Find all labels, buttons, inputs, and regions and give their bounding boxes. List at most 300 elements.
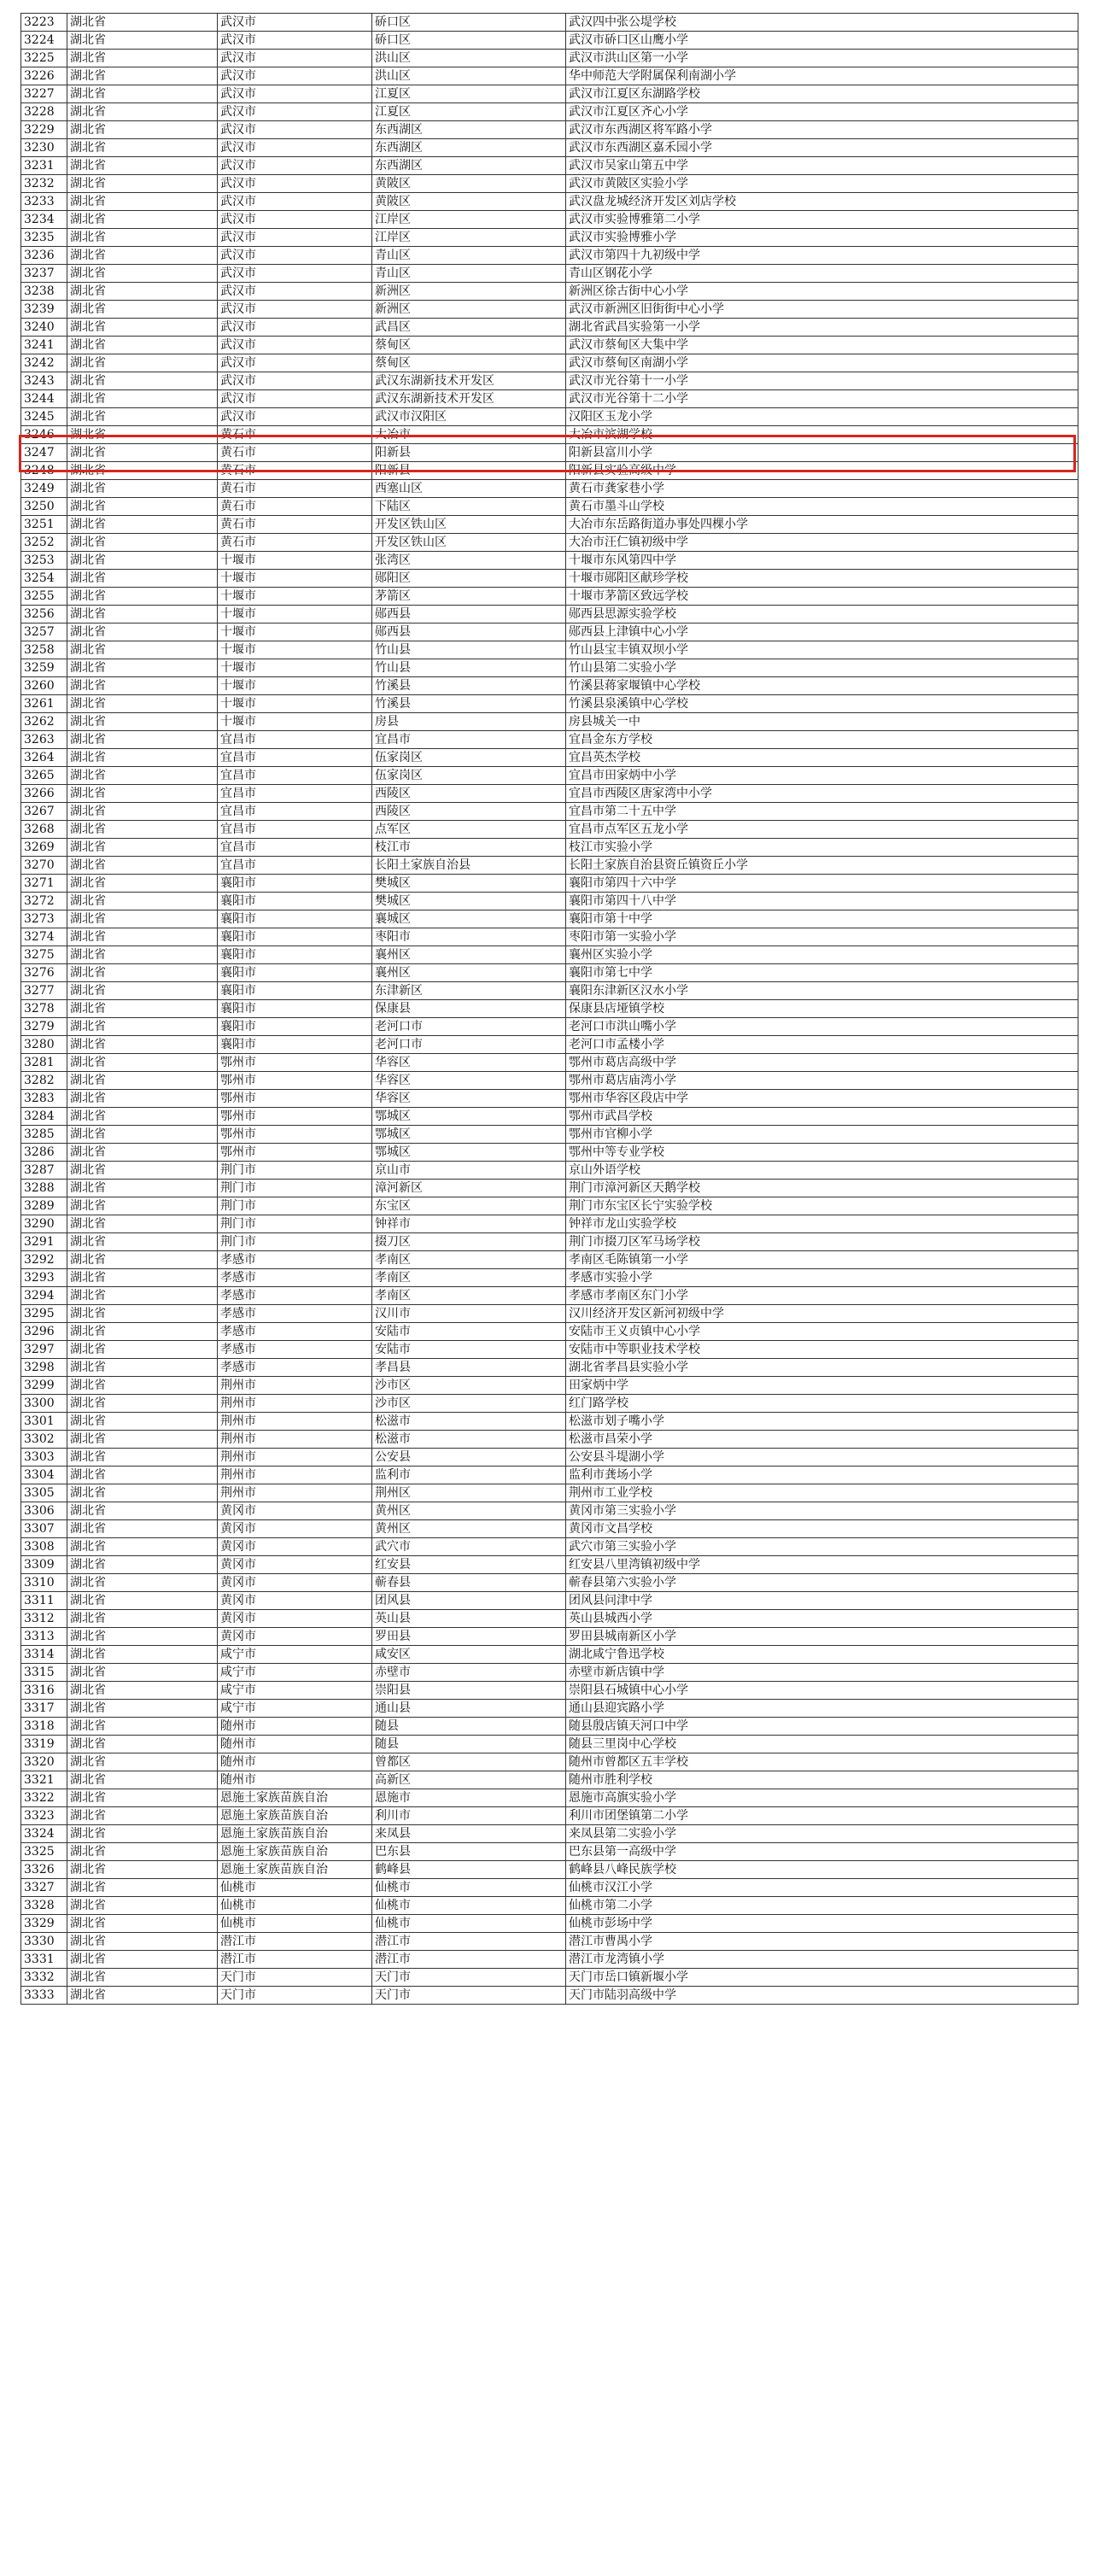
city-cell: 武汉市	[218, 211, 372, 229]
table-row	[21, 1951, 1078, 1969]
school-name-cell: 荆门市掇刀区军马场学校	[566, 1233, 1078, 1251]
district-cell: 东西湖区	[372, 157, 566, 175]
row-number-cell: 3248	[21, 462, 67, 480]
province-cell: 湖北省	[67, 1287, 218, 1305]
row-number-cell: 3330	[21, 1933, 67, 1951]
province-cell: 湖北省	[67, 1197, 218, 1215]
province-cell: 湖北省	[67, 1484, 218, 1502]
district-cell: 东津新区	[372, 982, 566, 1000]
district-cell: 鹤峰县	[372, 1861, 566, 1879]
table-row	[21, 1700, 1078, 1718]
city-cell: 孝感市	[218, 1359, 372, 1377]
school-name-cell: 公安县斗堤湖小学	[566, 1449, 1078, 1467]
city-cell: 武汉市	[218, 67, 372, 85]
province-cell: 湖北省	[67, 677, 218, 695]
school-name-cell: 华中师范大学附属保利南湖小学	[566, 67, 1078, 85]
city-cell: 宜昌市	[218, 785, 372, 803]
table-row	[21, 534, 1078, 552]
province-cell: 湖北省	[67, 337, 218, 354]
row-number-cell: 3274	[21, 928, 67, 946]
province-cell: 湖北省	[67, 624, 218, 641]
district-cell: 东宝区	[372, 1197, 566, 1215]
city-cell: 武汉市	[218, 319, 372, 337]
district-cell: 枝江市	[372, 839, 566, 857]
table-row	[21, 1467, 1078, 1484]
city-cell: 恩施土家族苗族自治	[218, 1843, 372, 1861]
district-cell: 樊城区	[372, 893, 566, 910]
district-cell: 竹溪县	[372, 677, 566, 695]
city-cell: 荆州市	[218, 1467, 372, 1484]
district-cell: 沙市区	[372, 1395, 566, 1413]
province-cell: 湖北省	[67, 1467, 218, 1484]
city-cell: 十堰市	[218, 713, 372, 731]
province-cell: 湖北省	[67, 659, 218, 677]
province-cell: 湖北省	[67, 211, 218, 229]
district-cell: 襄州区	[372, 964, 566, 982]
district-cell: 京山市	[372, 1162, 566, 1180]
row-number-cell: 3232	[21, 175, 67, 193]
district-cell: 孝昌县	[372, 1359, 566, 1377]
district-cell: 阳新县	[372, 444, 566, 462]
province-cell: 湖北省	[67, 1843, 218, 1861]
table-row	[21, 982, 1078, 1000]
table-row	[21, 1933, 1078, 1951]
district-cell: 武汉市汉阳区	[372, 408, 566, 426]
district-cell: 随县	[372, 1736, 566, 1753]
school-name-cell: 利川市团堡镇第二小学	[566, 1807, 1078, 1825]
table-row	[21, 157, 1078, 175]
school-name-cell: 竹溪县泉溪镇中心学校	[566, 695, 1078, 713]
city-cell: 黄石市	[218, 498, 372, 516]
school-name-cell: 老河口市孟楼小学	[566, 1036, 1078, 1054]
school-name-cell: 武汉市蔡甸区大集中学	[566, 337, 1078, 354]
province-cell: 湖北省	[67, 1341, 218, 1359]
row-number-cell: 3294	[21, 1287, 67, 1305]
school-name-cell: 蕲春县第六实验小学	[566, 1574, 1078, 1592]
row-number-cell: 3284	[21, 1108, 67, 1126]
school-name-cell: 襄阳市第四十八中学	[566, 893, 1078, 910]
school-name-cell: 阳新县实验高级中学	[566, 462, 1078, 480]
city-cell: 武汉市	[218, 193, 372, 211]
table-row	[21, 1520, 1078, 1538]
province-cell: 湖北省	[67, 1269, 218, 1287]
row-number-cell: 3287	[21, 1162, 67, 1180]
row-number-cell: 3323	[21, 1807, 67, 1825]
province-cell: 湖北省	[67, 229, 218, 247]
table-row	[21, 1215, 1078, 1233]
row-number-cell: 3237	[21, 265, 67, 283]
row-number-cell: 3245	[21, 408, 67, 426]
school-name-cell: 大冶市滨湖学校	[566, 426, 1078, 444]
city-cell: 黄冈市	[218, 1502, 372, 1520]
province-cell: 湖北省	[67, 1736, 218, 1753]
province-cell: 湖北省	[67, 247, 218, 265]
school-name-cell: 黄冈市第三实验小学	[566, 1502, 1078, 1520]
table-row	[21, 67, 1078, 85]
school-name-cell: 孝感市孝南区东门小学	[566, 1287, 1078, 1305]
row-number-cell: 3288	[21, 1180, 67, 1197]
province-cell: 湖北省	[67, 1897, 218, 1915]
school-name-cell: 红安县八里湾镇初级中学	[566, 1556, 1078, 1574]
table-row	[21, 462, 1078, 480]
table-row	[21, 1718, 1078, 1736]
province-cell: 湖北省	[67, 821, 218, 839]
row-number-cell: 3249	[21, 480, 67, 498]
province-cell: 湖北省	[67, 372, 218, 390]
school-name-cell: 松滋市划子嘴小学	[566, 1413, 1078, 1431]
district-cell: 曾都区	[372, 1753, 566, 1771]
school-name-cell: 襄阳市第七中学	[566, 964, 1078, 982]
table-row	[21, 480, 1078, 498]
province-cell: 湖北省	[67, 301, 218, 319]
province-cell: 湖北省	[67, 1395, 218, 1413]
district-cell: 天门市	[372, 1987, 566, 2005]
row-number-cell: 3263	[21, 731, 67, 749]
row-number-cell: 3225	[21, 50, 67, 67]
district-cell: 郧西县	[372, 624, 566, 641]
city-cell: 武汉市	[218, 229, 372, 247]
school-name-cell: 长阳土家族自治县资丘镇资丘小学	[566, 857, 1078, 875]
district-cell: 蕲春县	[372, 1574, 566, 1592]
district-cell: 来凤县	[372, 1825, 566, 1843]
city-cell: 鄂州市	[218, 1072, 372, 1090]
table-row	[21, 319, 1078, 337]
table-row	[21, 498, 1078, 516]
school-name-cell: 随县三里岗中心学校	[566, 1736, 1078, 1753]
table-row	[21, 1000, 1078, 1018]
province-cell: 湖北省	[67, 695, 218, 713]
district-cell: 竹溪县	[372, 695, 566, 713]
city-cell: 潜江市	[218, 1933, 372, 1951]
row-number-cell: 3261	[21, 695, 67, 713]
school-list-document	[20, 13, 1078, 2005]
school-name-cell: 鄂州市华容区段店中学	[566, 1090, 1078, 1108]
city-cell: 恩施土家族苗族自治	[218, 1861, 372, 1879]
city-cell: 荆门市	[218, 1197, 372, 1215]
province-cell: 湖北省	[67, 1000, 218, 1018]
province-cell: 湖北省	[67, 1323, 218, 1341]
table-row	[21, 570, 1078, 588]
table-row	[21, 85, 1078, 103]
table-row	[21, 1736, 1078, 1753]
table-row	[21, 695, 1078, 713]
district-cell: 郧阳区	[372, 570, 566, 588]
city-cell: 黄冈市	[218, 1520, 372, 1538]
row-number-cell: 3231	[21, 157, 67, 175]
city-cell: 武汉市	[218, 301, 372, 319]
district-cell: 团风县	[372, 1592, 566, 1610]
province-cell: 湖北省	[67, 1987, 218, 2005]
district-cell: 黄州区	[372, 1502, 566, 1520]
city-cell: 孝感市	[218, 1341, 372, 1359]
table-row	[21, 1807, 1078, 1825]
school-list-table	[20, 13, 1078, 2005]
city-cell: 武汉市	[218, 247, 372, 265]
school-name-cell: 郧西县思源实验学校	[566, 606, 1078, 624]
school-name-cell: 鹤峰县八峰民族学校	[566, 1861, 1078, 1879]
row-number-cell: 3326	[21, 1861, 67, 1879]
city-cell: 荆门市	[218, 1233, 372, 1251]
city-cell: 孝感市	[218, 1323, 372, 1341]
table-row	[21, 624, 1078, 641]
district-cell: 江夏区	[372, 85, 566, 103]
district-cell: 硚口区	[372, 32, 566, 50]
table-row	[21, 1538, 1078, 1556]
school-name-cell: 武汉市实验博雅小学	[566, 229, 1078, 247]
table-row	[21, 821, 1078, 839]
city-cell: 襄阳市	[218, 893, 372, 910]
city-cell: 武汉市	[218, 265, 372, 283]
row-number-cell: 3281	[21, 1054, 67, 1072]
province-cell: 湖北省	[67, 354, 218, 372]
row-number-cell: 3255	[21, 588, 67, 606]
table-row	[21, 121, 1078, 139]
row-number-cell: 3247	[21, 444, 67, 462]
table-row	[21, 1144, 1078, 1162]
table-row	[21, 1036, 1078, 1054]
district-cell: 老河口市	[372, 1018, 566, 1036]
school-name-cell: 武汉市吴家山第五中学	[566, 157, 1078, 175]
school-name-cell: 随州市胜利学校	[566, 1771, 1078, 1789]
school-name-cell: 武汉市硚口区山鹰小学	[566, 32, 1078, 50]
row-number-cell: 3311	[21, 1592, 67, 1610]
district-cell: 张湾区	[372, 552, 566, 570]
province-cell: 湖北省	[67, 1789, 218, 1807]
school-name-cell: 老河口市洪山嘴小学	[566, 1018, 1078, 1036]
table-row	[21, 659, 1078, 677]
city-cell: 咸宁市	[218, 1682, 372, 1700]
school-name-cell: 阳新县富川小学	[566, 444, 1078, 462]
district-cell: 开发区铁山区	[372, 516, 566, 534]
city-cell: 仙桃市	[218, 1915, 372, 1933]
school-name-cell: 红门路学校	[566, 1395, 1078, 1413]
province-cell: 湖北省	[67, 1502, 218, 1520]
district-cell: 江岸区	[372, 229, 566, 247]
province-cell: 湖北省	[67, 1036, 218, 1054]
row-number-cell: 3332	[21, 1969, 67, 1987]
row-number-cell: 3297	[21, 1341, 67, 1359]
district-cell: 武汉东湖新技术开发区	[372, 372, 566, 390]
table-row	[21, 1197, 1078, 1215]
table-row	[21, 337, 1078, 354]
row-number-cell: 3270	[21, 857, 67, 875]
table-row	[21, 193, 1078, 211]
city-cell: 孝感市	[218, 1305, 372, 1323]
district-cell: 洪山区	[372, 50, 566, 67]
row-number-cell: 3253	[21, 552, 67, 570]
province-cell: 湖北省	[67, 283, 218, 301]
table-row	[21, 354, 1078, 372]
province-cell: 湖北省	[67, 175, 218, 193]
school-name-cell: 竹山县第二实验小学	[566, 659, 1078, 677]
row-number-cell: 3279	[21, 1018, 67, 1036]
province-cell: 湖北省	[67, 319, 218, 337]
table-row	[21, 1843, 1078, 1861]
city-cell: 孝感市	[218, 1287, 372, 1305]
province-cell: 湖北省	[67, 1126, 218, 1144]
province-cell: 湖北省	[67, 408, 218, 426]
school-name-cell: 天门市陆羽高级中学	[566, 1987, 1078, 2005]
table-row	[21, 1664, 1078, 1682]
province-cell: 湖北省	[67, 14, 218, 32]
school-name-cell: 襄阳市第四十六中学	[566, 875, 1078, 893]
school-name-cell: 武汉市实验博雅第二小学	[566, 211, 1078, 229]
province-cell: 湖北省	[67, 1449, 218, 1467]
row-number-cell: 3283	[21, 1090, 67, 1108]
row-number-cell: 3243	[21, 372, 67, 390]
province-cell: 湖北省	[67, 1108, 218, 1126]
table-row	[21, 964, 1078, 982]
city-cell: 孝感市	[218, 1269, 372, 1287]
table-row	[21, 785, 1078, 803]
city-cell: 咸宁市	[218, 1646, 372, 1664]
province-cell: 湖北省	[67, 103, 218, 121]
city-cell: 荆州市	[218, 1377, 372, 1395]
table-row	[21, 588, 1078, 606]
district-cell: 新洲区	[372, 283, 566, 301]
province-cell: 湖北省	[67, 588, 218, 606]
school-name-cell: 鄂州市官柳小学	[566, 1126, 1078, 1144]
school-name-cell: 武汉四中张公堤学校	[566, 14, 1078, 32]
district-cell: 仙桃市	[372, 1915, 566, 1933]
school-name-cell: 大冶市东岳路街道办事处四棵小学	[566, 516, 1078, 534]
city-cell: 宜昌市	[218, 767, 372, 785]
city-cell: 荆门市	[218, 1180, 372, 1197]
city-cell: 荆州市	[218, 1413, 372, 1431]
school-name-cell: 十堰市郧阳区献珍学校	[566, 570, 1078, 588]
table-row	[21, 1502, 1078, 1520]
table-row	[21, 301, 1078, 319]
row-number-cell: 3310	[21, 1574, 67, 1592]
city-cell: 恩施土家族苗族自治	[218, 1789, 372, 1807]
school-name-cell: 武汉市蔡甸区南湖小学	[566, 354, 1078, 372]
table-row	[21, 103, 1078, 121]
district-cell: 潜江市	[372, 1933, 566, 1951]
row-number-cell: 3266	[21, 785, 67, 803]
school-name-cell: 恩施市高旗实验小学	[566, 1789, 1078, 1807]
row-number-cell: 3325	[21, 1843, 67, 1861]
city-cell: 宜昌市	[218, 731, 372, 749]
city-cell: 荆州市	[218, 1484, 372, 1502]
city-cell: 十堰市	[218, 624, 372, 641]
city-cell: 十堰市	[218, 659, 372, 677]
district-cell: 阳新县	[372, 462, 566, 480]
table-row	[21, 1969, 1078, 1987]
table-row	[21, 247, 1078, 265]
province-cell: 湖北省	[67, 1162, 218, 1180]
district-cell: 黄陂区	[372, 193, 566, 211]
province-cell: 湖北省	[67, 857, 218, 875]
table-row	[21, 444, 1078, 462]
row-number-cell: 3257	[21, 624, 67, 641]
province-cell: 湖北省	[67, 1054, 218, 1072]
city-cell: 武汉市	[218, 408, 372, 426]
province-cell: 湖北省	[67, 1951, 218, 1969]
province-cell: 湖北省	[67, 1969, 218, 1987]
province-cell: 湖北省	[67, 480, 218, 498]
province-cell: 湖北省	[67, 462, 218, 480]
school-name-cell: 汉川经济开发区新河初级中学	[566, 1305, 1078, 1323]
row-number-cell: 3226	[21, 67, 67, 85]
school-name-cell: 钟祥市龙山实验学校	[566, 1215, 1078, 1233]
row-number-cell: 3277	[21, 982, 67, 1000]
row-number-cell: 3303	[21, 1449, 67, 1467]
district-cell: 华容区	[372, 1072, 566, 1090]
school-name-cell: 鄂州市武昌学校	[566, 1108, 1078, 1126]
table-row	[21, 1180, 1078, 1197]
table-row	[21, 641, 1078, 659]
row-number-cell: 3260	[21, 677, 67, 695]
district-cell: 罗田县	[372, 1628, 566, 1646]
city-cell: 荆门市	[218, 1215, 372, 1233]
table-row	[21, 910, 1078, 928]
city-cell: 天门市	[218, 1969, 372, 1987]
table-row	[21, 803, 1078, 821]
district-cell: 孝南区	[372, 1287, 566, 1305]
city-cell: 黄石市	[218, 426, 372, 444]
province-cell: 湖北省	[67, 1556, 218, 1574]
district-cell: 崇阳县	[372, 1682, 566, 1700]
province-cell: 湖北省	[67, 1090, 218, 1108]
school-name-cell: 赤壁市新店镇中学	[566, 1664, 1078, 1682]
row-number-cell: 3252	[21, 534, 67, 552]
province-cell: 湖北省	[67, 964, 218, 982]
school-name-cell: 青山区钢花小学	[566, 265, 1078, 283]
school-name-cell: 英山县城西小学	[566, 1610, 1078, 1628]
table-row	[21, 1592, 1078, 1610]
city-cell: 黄冈市	[218, 1592, 372, 1610]
district-cell: 西陵区	[372, 785, 566, 803]
school-name-cell: 随州市曾都区五丰学校	[566, 1753, 1078, 1771]
district-cell: 沙市区	[372, 1377, 566, 1395]
province-cell: 湖北省	[67, 893, 218, 910]
row-number-cell: 3230	[21, 139, 67, 157]
district-cell: 仙桃市	[372, 1897, 566, 1915]
school-name-cell: 荆门市东宝区长宁实验学校	[566, 1197, 1078, 1215]
row-number-cell: 3320	[21, 1753, 67, 1771]
province-cell: 湖北省	[67, 1915, 218, 1933]
row-number-cell: 3315	[21, 1664, 67, 1682]
table-row	[21, 677, 1078, 695]
province-cell: 湖北省	[67, 928, 218, 946]
table-row	[21, 1377, 1078, 1395]
row-number-cell: 3233	[21, 193, 67, 211]
table-row	[21, 1054, 1078, 1072]
row-number-cell: 3242	[21, 354, 67, 372]
district-cell: 蔡甸区	[372, 337, 566, 354]
province-cell: 湖北省	[67, 1072, 218, 1090]
district-cell: 东西湖区	[372, 121, 566, 139]
city-cell: 黄石市	[218, 480, 372, 498]
row-number-cell: 3264	[21, 749, 67, 767]
school-name-cell: 襄阳东津新区汉水小学	[566, 982, 1078, 1000]
district-cell: 宜昌市	[372, 731, 566, 749]
row-number-cell: 3298	[21, 1359, 67, 1377]
province-cell: 湖北省	[67, 1592, 218, 1610]
table-row	[21, 1610, 1078, 1628]
table-row	[21, 390, 1078, 408]
school-name-cell: 宜昌市西陵区唐家湾中小学	[566, 785, 1078, 803]
school-name-cell: 武汉盘龙城经济开发区刘店学校	[566, 193, 1078, 211]
school-name-cell: 鄂州市葛店高级中学	[566, 1054, 1078, 1072]
province-cell: 湖北省	[67, 1646, 218, 1664]
district-cell: 武汉东湖新技术开发区	[372, 390, 566, 408]
city-cell: 鄂州市	[218, 1108, 372, 1126]
table-row	[21, 1987, 1078, 2005]
row-number-cell: 3302	[21, 1431, 67, 1449]
row-number-cell: 3262	[21, 713, 67, 731]
school-name-cell: 新洲区徐古街中心小学	[566, 283, 1078, 301]
